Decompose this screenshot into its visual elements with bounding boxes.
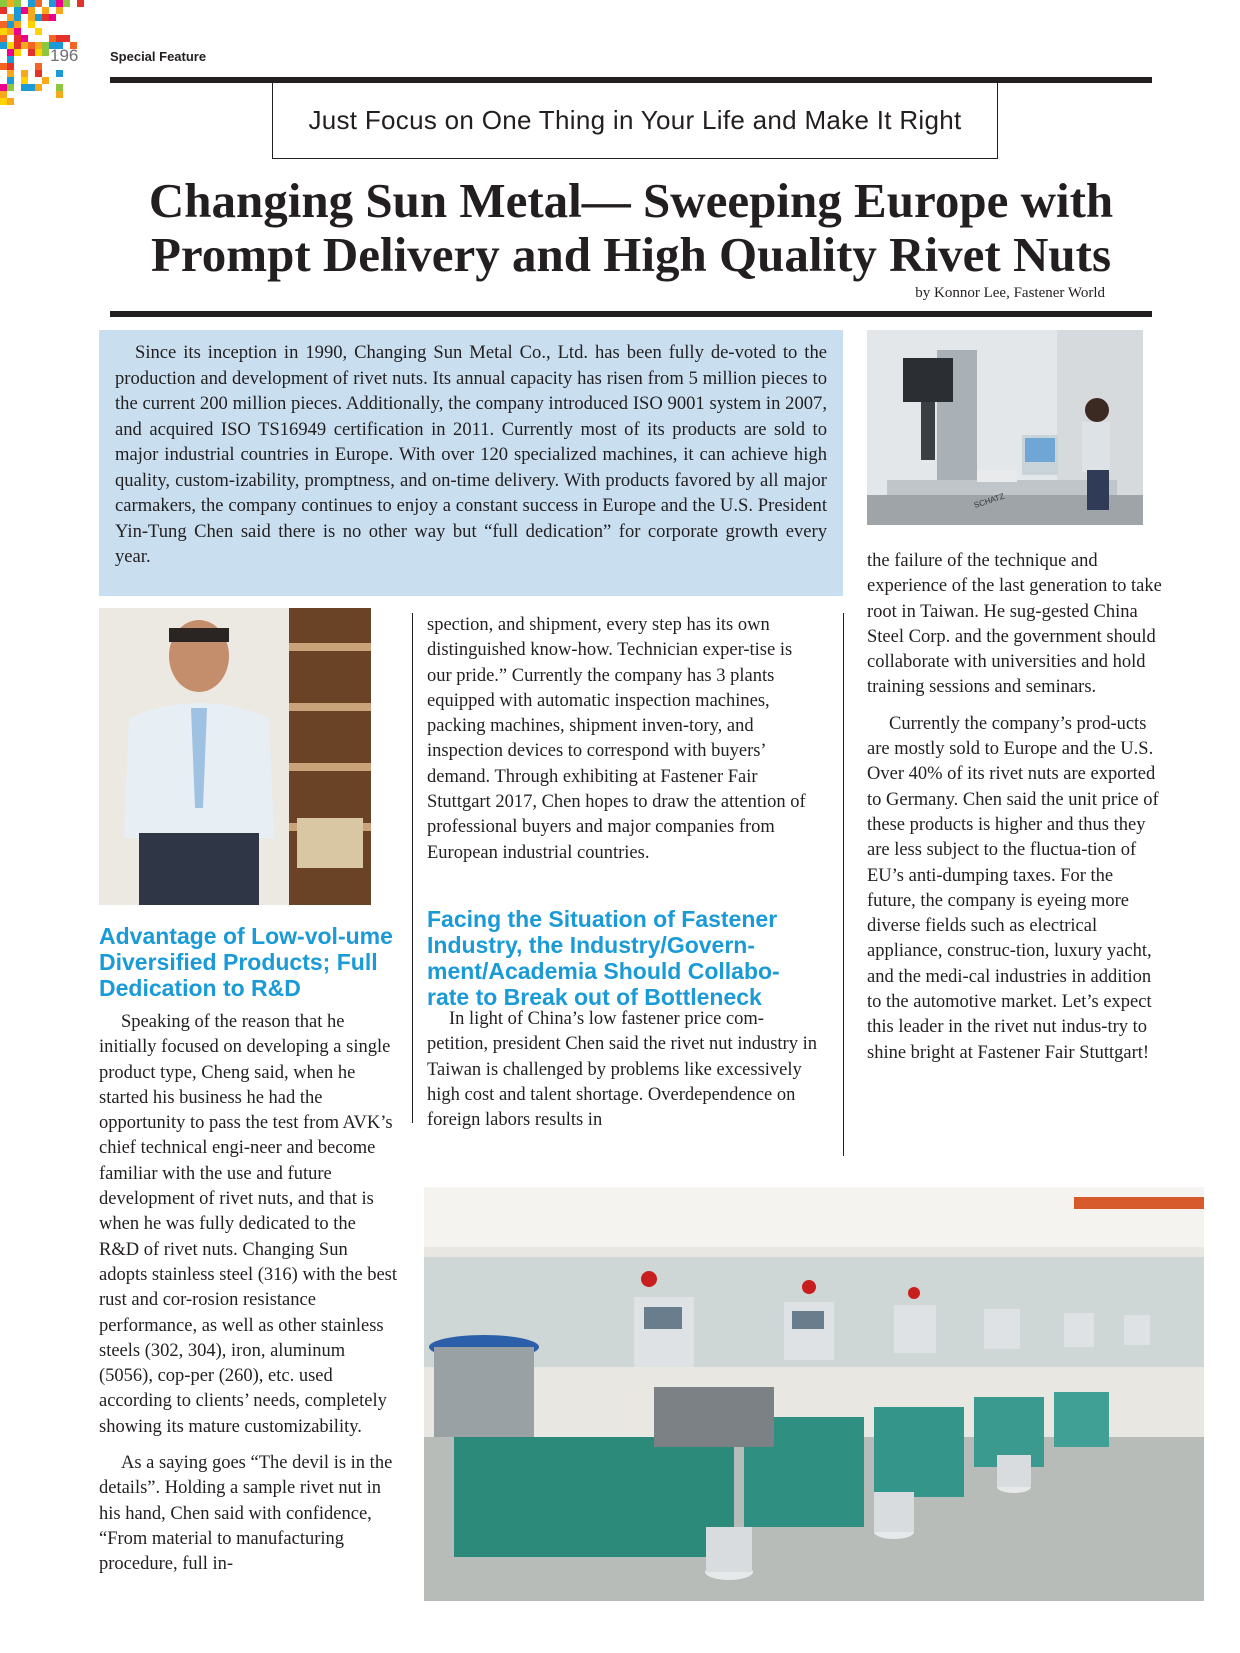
article-headline xyxy=(110,174,1152,282)
subhead-advantage: Advantage of Low-vol-ume Diversified Products; Full Dedication to R&D xyxy=(99,923,393,1001)
subhead-facing-situation: Facing the Situation of Fastener Industry, the Industry/Govern-ment/Academia Should Collabo-rate to Break out of Bottleneck xyxy=(427,906,780,1010)
col2-paragraph-2: In light of China’s low fastener price com-petition, president Chen said the rivet nut industry in Taiwan is challenged by problems like excessively high cost and talent shortage. Overdependence on foreign labors results in xyxy=(427,1008,817,1131)
intro-box xyxy=(99,330,843,596)
kicker-text: Just Focus on One Thing in Your Life and Make It Right xyxy=(308,105,962,135)
president-photo xyxy=(99,608,371,905)
headline-line-2: Prompt Delivery and High Quality Rivet Nuts xyxy=(150,227,1112,282)
subhead-spacer xyxy=(427,877,817,947)
byline: by Konnor Lee, Fastener World xyxy=(915,285,1105,301)
col1-paragraph-1: Speaking of the reason that he initially focused on developing a single product type, Cheng said, when he started his business he had the opportunity to pass the test from AVK’s chief technical engi-neer and become familiar with the use and future development of rivet nuts, and that is when he was fully dedicated to the R&D of rivet nuts. Changing Sun adopts stainless steel (316) with the best rust and cor-rosion resistance performance, as well as other stainless steels (302, 304), iron, aluminum (5056), cop-per (260), etc. used according to clients’ needs, completely showing its mature customizability. xyxy=(99,1012,398,1437)
column-rule-left xyxy=(412,613,413,1123)
page-number: 196 xyxy=(50,46,79,65)
section-label: Special Feature xyxy=(110,49,207,64)
col3-paragraph-2: Currently the company’s prod-ucts are mostly sold to Europe and the U.S. Over 40% of its rivet nuts are exported to Germany. Chen said the unit price of these products is higher and thus they are less subject to the fluctua-tion of EU’s anti-dumping taxes. For the future, the company is eyeing more diverse fields such as electrical appliance, construc-tion, luxury yacht, and the medi-cal industries in addition to the automotive market. Let’s expect this leader in the rivet nut indus-try to shine bright at Fastener Fair Stuttgart! xyxy=(867,713,1159,1063)
lab-photo xyxy=(867,330,1143,525)
col2-paragraph-1: spection, and shipment, every step has its own distinguished know-how. Technician exper-tise is our pride.” Currently the company has 3 plants equipped with automatic inspection machines, packing machines, shipment inven-tory, and inspection devices to correspond with buyers’ demand. Through exhibiting at Fastener Fair Stuttgart 2017, Chen hopes to draw the attention of professional buyers and major companies from European industrial countries. xyxy=(427,615,806,863)
column-3 xyxy=(867,549,1163,1077)
kicker-box xyxy=(272,83,998,159)
schatz-label: SCHATZ xyxy=(972,491,1006,510)
lab-illustration xyxy=(867,330,1143,525)
headline-line-1: Changing Sun Metal— Sweeping Europe with xyxy=(148,173,1114,228)
column-2 xyxy=(427,613,817,1144)
column-1 xyxy=(99,1010,399,1589)
col1-paragraph-2: As a saying goes “The devil is in the details”. Holding a sample rivet nut in his hand, Chen said with confidence, “From material to manufacturing procedure, full in- xyxy=(99,1453,393,1575)
headline-rule xyxy=(110,311,1152,317)
intro-paragraph: Since its inception in 1990, Changing Sun Metal Co., Ltd. has been fully de-voted to the production and development of rivet nuts. Its annual capacity has risen from 5 million pieces to the current 200 million pieces. Additionally, the company introduced ISO 9001 system in 2007, and acquired ISO TS16949 certification in 2011. Currently most of its products are sold to major industrial countries in Europe. With over 120 specialized machines, it can achieve high quality, custom-izability, promptness, and on-time delivery. With products favored by all major carmakers, the company continues to enjoy a constant success in Europe and the U.S. President Yin-Tung Chen said there is no other way but “full dedication” for corporate growth every year. xyxy=(115,342,827,567)
col3-paragraph-1: the failure of the technique and experience of the last generation to take root in Taiwan. He sug-gested China Steel Corp. and the government should collaborate with universities and hold training sessions and seminars. xyxy=(867,551,1162,698)
factory-illustration xyxy=(424,1187,1204,1601)
factory-photo xyxy=(424,1187,1204,1601)
president-illustration xyxy=(99,608,371,905)
column-rule-right xyxy=(843,613,844,1156)
